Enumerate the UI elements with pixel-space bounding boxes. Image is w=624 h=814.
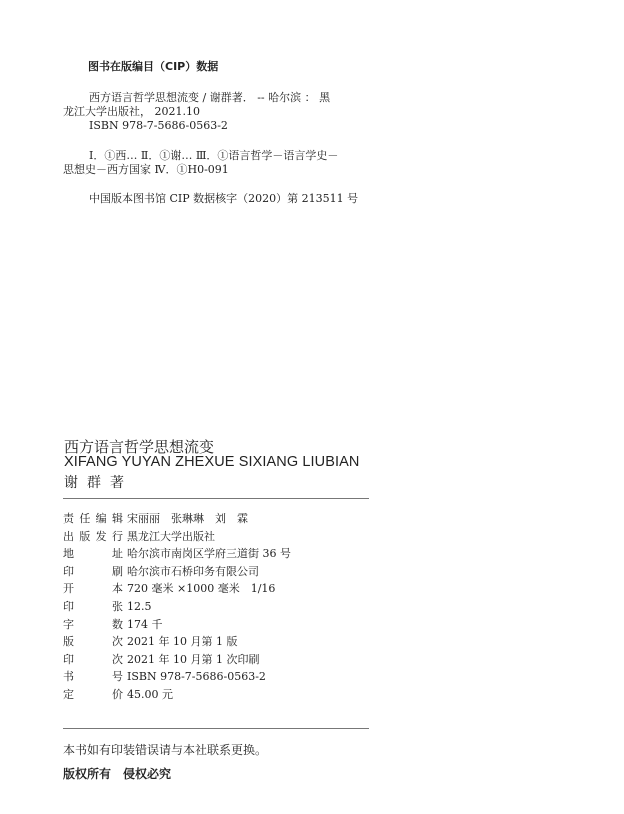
cip-heading: 图书在版编目（CIP）数据 — [88, 60, 219, 73]
spec-label: 出版发行 — [63, 529, 123, 543]
spec-value: 2021 年 10 月第 1 版 — [127, 635, 238, 649]
cip-line: ISBN 978-7-5686-0563-2 — [89, 119, 228, 132]
spec-value: 45.00 元 — [127, 688, 173, 701]
printing-error-notice: 本书如有印装错误请与本社联系更换。 — [63, 743, 268, 757]
spec-value: 12.5 — [127, 600, 152, 613]
spec-label: 责任编辑 — [63, 512, 123, 525]
divider — [63, 728, 369, 729]
spec-row — [63, 580, 275, 598]
spec-value: 2021 年 10 月第 1 次印刷 — [127, 652, 260, 666]
spec-value: ISBN 978-7-5686-0563-2 — [127, 670, 266, 684]
spec-label: 地址 — [63, 547, 123, 561]
spec-label: 印张 — [63, 600, 123, 613]
spec-row — [63, 598, 152, 616]
spec-value: 174 千 — [127, 617, 163, 631]
spec-row — [63, 510, 248, 528]
spec-value: 720 毫米 ×1000 毫米 1/16 — [127, 582, 276, 596]
cip-line: 中国版本图书馆 CIP 数据核字（2020）第 213511 号 — [89, 192, 359, 205]
spec-label: 开本 — [63, 582, 123, 596]
book-title-chinese: 西方语言哲学思想流变 — [64, 438, 215, 456]
spec-value: 哈尔滨市石桥印务有限公司 — [127, 564, 259, 578]
spec-value: 哈尔滨市南岗区学府三道街 36 号 — [127, 547, 291, 561]
spec-label: 定价 — [63, 688, 123, 701]
spec-row — [63, 545, 291, 563]
spec-value: 黑龙江大学出版社 — [127, 529, 215, 543]
copyright-notice: 版权所有 侵权必究 — [63, 767, 172, 781]
book-author: 谢群著 — [64, 475, 133, 491]
spec-row — [63, 616, 163, 634]
spec-label: 书号 — [63, 670, 123, 684]
spec-row — [63, 528, 215, 546]
spec-row — [63, 651, 259, 669]
spec-value: 宋丽丽 张琳琳 刘 霖 — [127, 512, 248, 525]
cip-line: 思想史－西方国家 Ⅳ．①H0-091 — [63, 163, 229, 176]
cip-line: 龙江大学出版社， 2021.10 — [63, 105, 200, 118]
spec-row — [63, 633, 237, 651]
spec-label: 印刷 — [63, 564, 123, 578]
book-title-pinyin: XIFANG YUYAN ZHEXUE SIXIANG LIUBIAN — [64, 454, 360, 470]
spec-label: 版次 — [63, 635, 123, 649]
cip-line: Ⅰ．①西… Ⅱ．①谢… Ⅲ．①语言哲学－语言学史－ — [89, 149, 339, 162]
divider — [63, 498, 369, 499]
spec-row — [63, 686, 173, 704]
spec-label: 字数 — [63, 617, 123, 631]
cip-line: 西方语言哲学思想流变 / 谢群著． -- 哈尔滨 ： 黑 — [89, 91, 331, 104]
spec-label: 印次 — [63, 652, 123, 666]
spec-row — [63, 668, 266, 686]
spec-row — [63, 563, 259, 581]
